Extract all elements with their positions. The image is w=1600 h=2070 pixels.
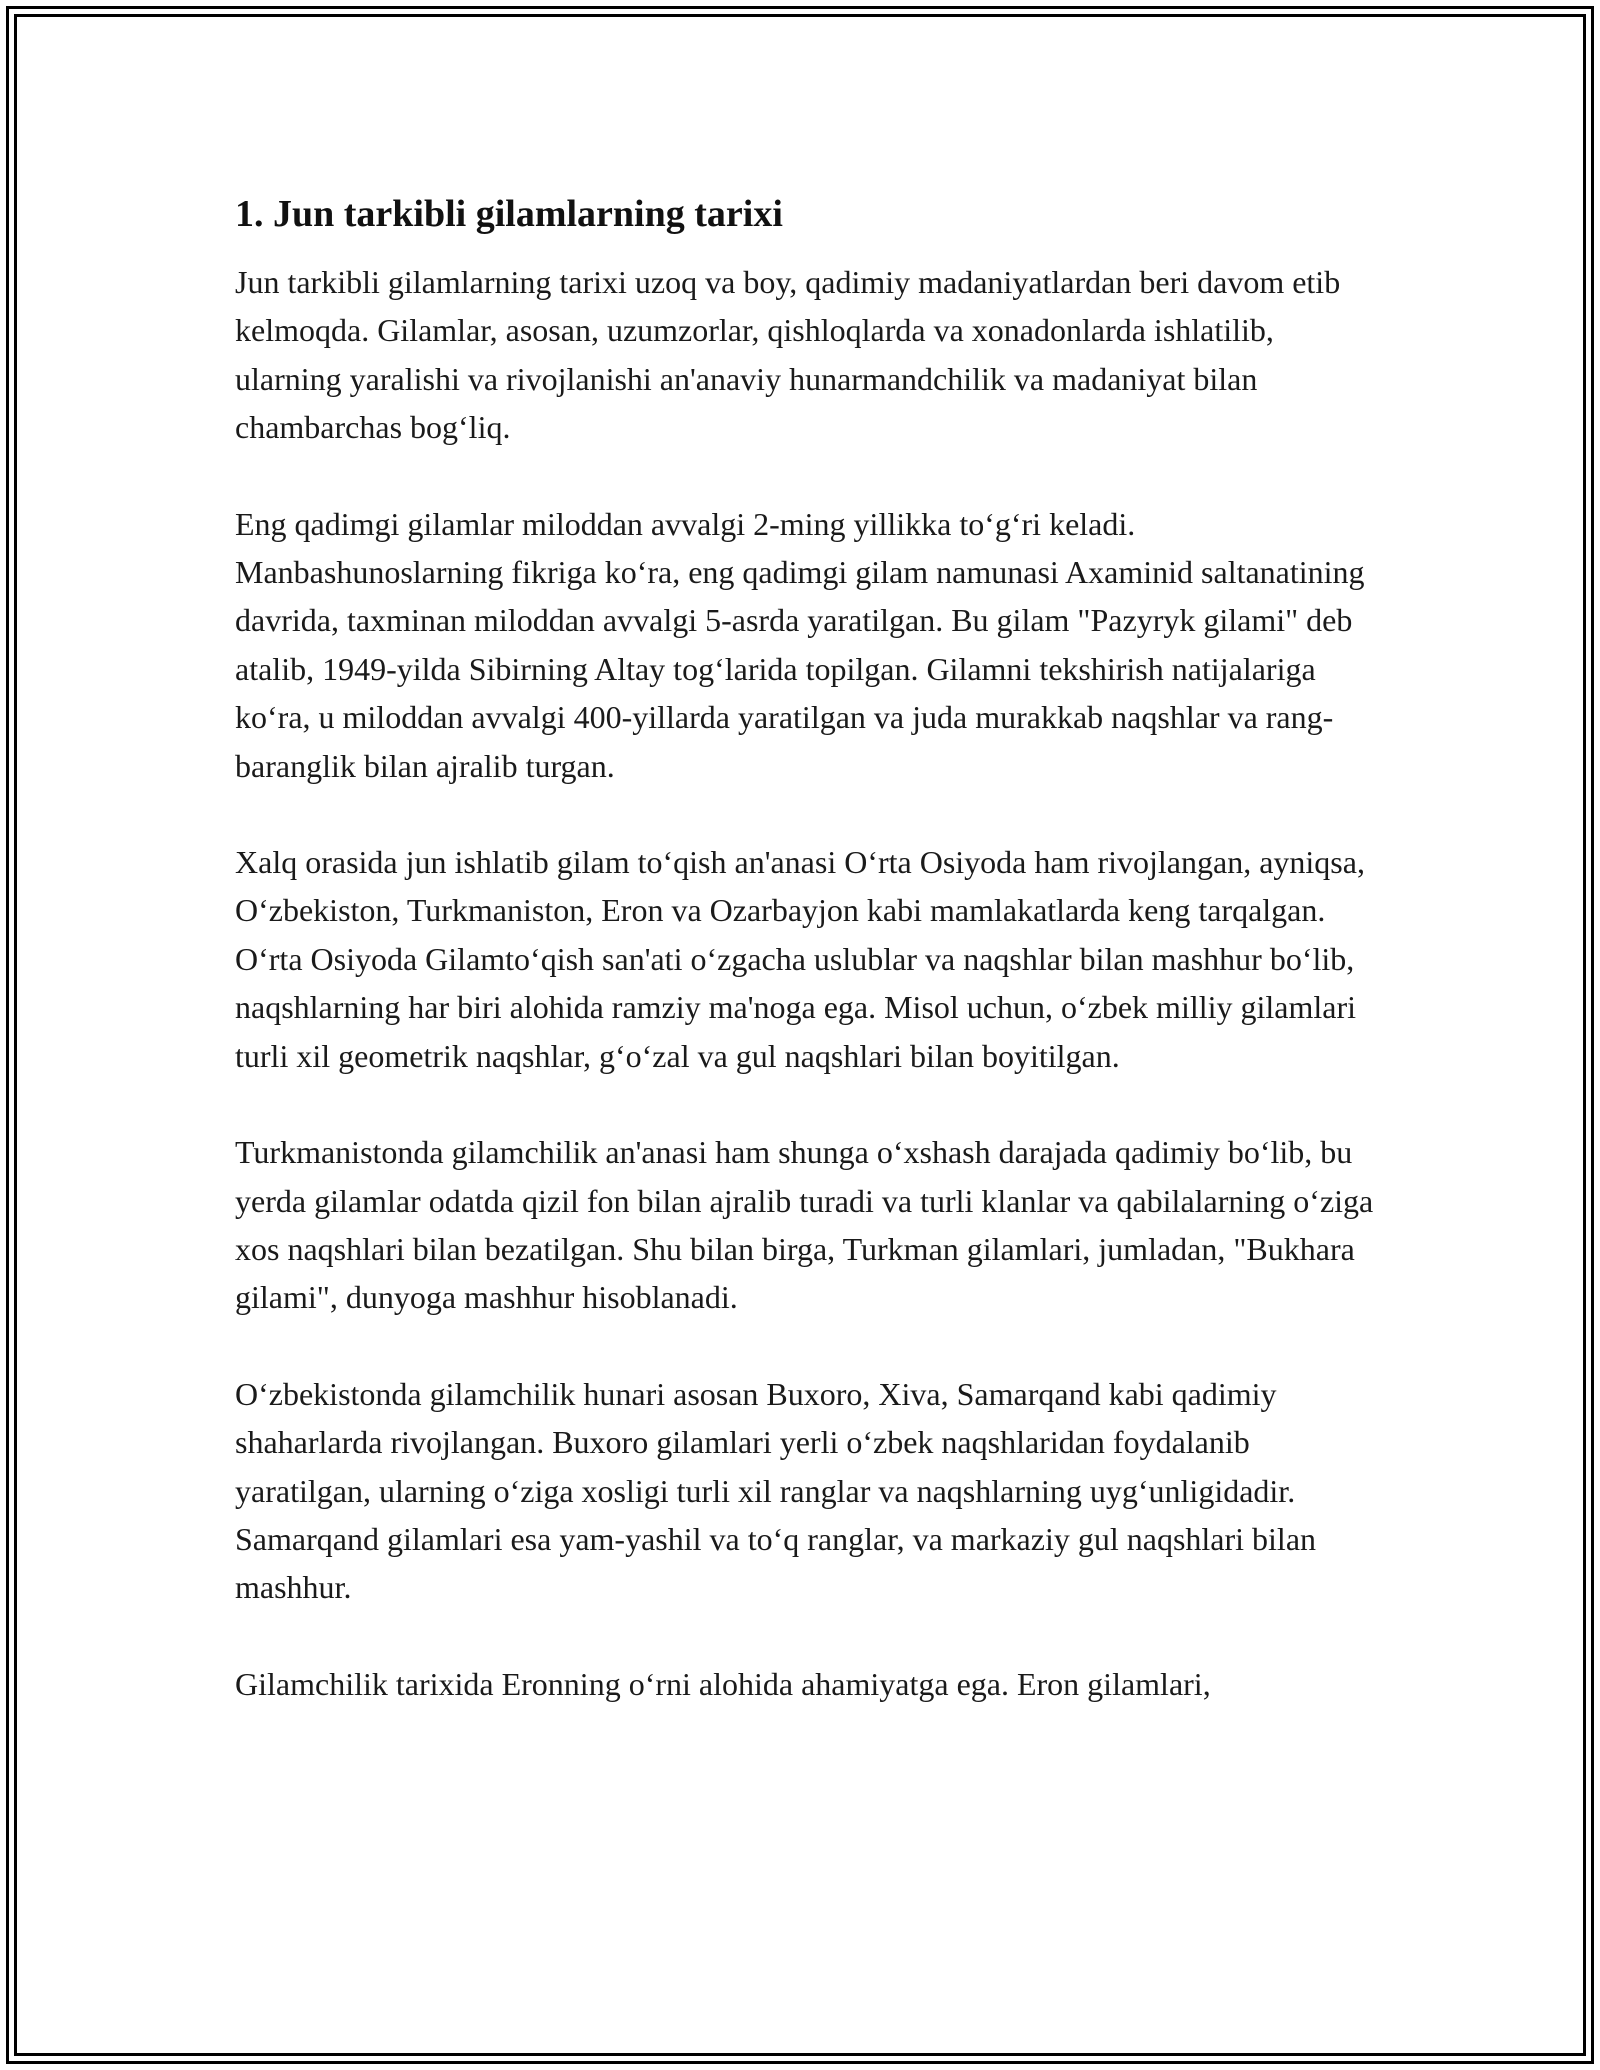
paragraph-4: Turkmanistonda gilamchilik an'anasi ham shunga o‘xshash darajada qadimiy bo‘lib, bu yerda gilamlar odatda qizil fon bilan ajralib turadi va turli klanlar va qabilalarning o‘ziga xos naqshlari bilan bezatilgan. Shu bilan birga, Turkman gilamlari, jumladan, "Bukhara gilami", dunyoga mashhur hisoblanadi. [235,1134,1374,1316]
section-heading: 1. Jun tarkibli gilamlarning tarixi [235,193,783,235]
document-body [235,186,1375,1756]
paragraph-2: Eng qadimgi gilamlar miloddan avvalgi 2-ming yillikka to‘g‘ri keladi. Manbashunoslarning fikriga ko‘ra, eng qadimgi gilam namunasi Axaminid saltanatining davrida, taxminan miloddan avvalgi 5-asrda yaratilgan. Bu gilam "Pazyryk gilami" deb atalib, 1949-yilda Sibirning Altay tog‘larida topilgan. Gilamni tekshirish natijalariga ko‘ra, u miloddan avvalgi 400-yillarda yaratilgan va juda murakkab naqshlar va rang-baranglik bilan ajralib turgan. [235,505,1365,784]
paragraph-6: Gilamchilik tarixida Eronning o‘rni alohida ahamiyatga ega. Eron gilamlari, [235,1665,1211,1702]
paragraph-5: O‘zbekistonda gilamchilik hunari asosan Buxoro, Xiva, Samarqand kabi qadimiy shaharlarda rivojlangan. Buxoro gilamlari yerli o‘zbek naqshlaridan foydalanib yaratilgan, ularning o‘ziga xosligi turli xil ranglar va naqshlarning uyg‘unligidadir. Samarqand gilamlari esa yam-yashil va to‘q ranglar, va markaziy gul naqshlari bilan mashhur. [235,1375,1317,1606]
paragraph-1: Jun tarkibli gilamlarning tarixi uzoq va boy, qadimiy madaniyatlardan beri davom etib kelmoqda. Gilamlar, asosan, uzumzorlar, qishloqlarda va xonadonlarda ishlatilib, ularning yaralishi va rivojlanishi an'anaviy hunarmandchilik va madaniyat bilan chambarchas bog‘liq. [235,264,1341,446]
paragraph-3: Xalq orasida jun ishlatib gilam to‘qish an'anasi O‘rta Osiyoda ham rivojlangan, ayniqsa, O‘zbekiston, Turkmaniston, Eron va Ozarbayjon kabi mamlakatlarda keng tarqalgan. O‘rta Osiyoda Gilamto‘qish san'ati o‘zgacha uslublar va naqshlar bilan mashhur bo‘lib, naqshlarning har biri alohida ramziy ma'noga ega. Misol uchun, o‘zbek milliy gilamlari turli xil geometrik naqshlar, g‘o‘zal va gul naqshlari bilan boyitilgan. [235,844,1365,1074]
